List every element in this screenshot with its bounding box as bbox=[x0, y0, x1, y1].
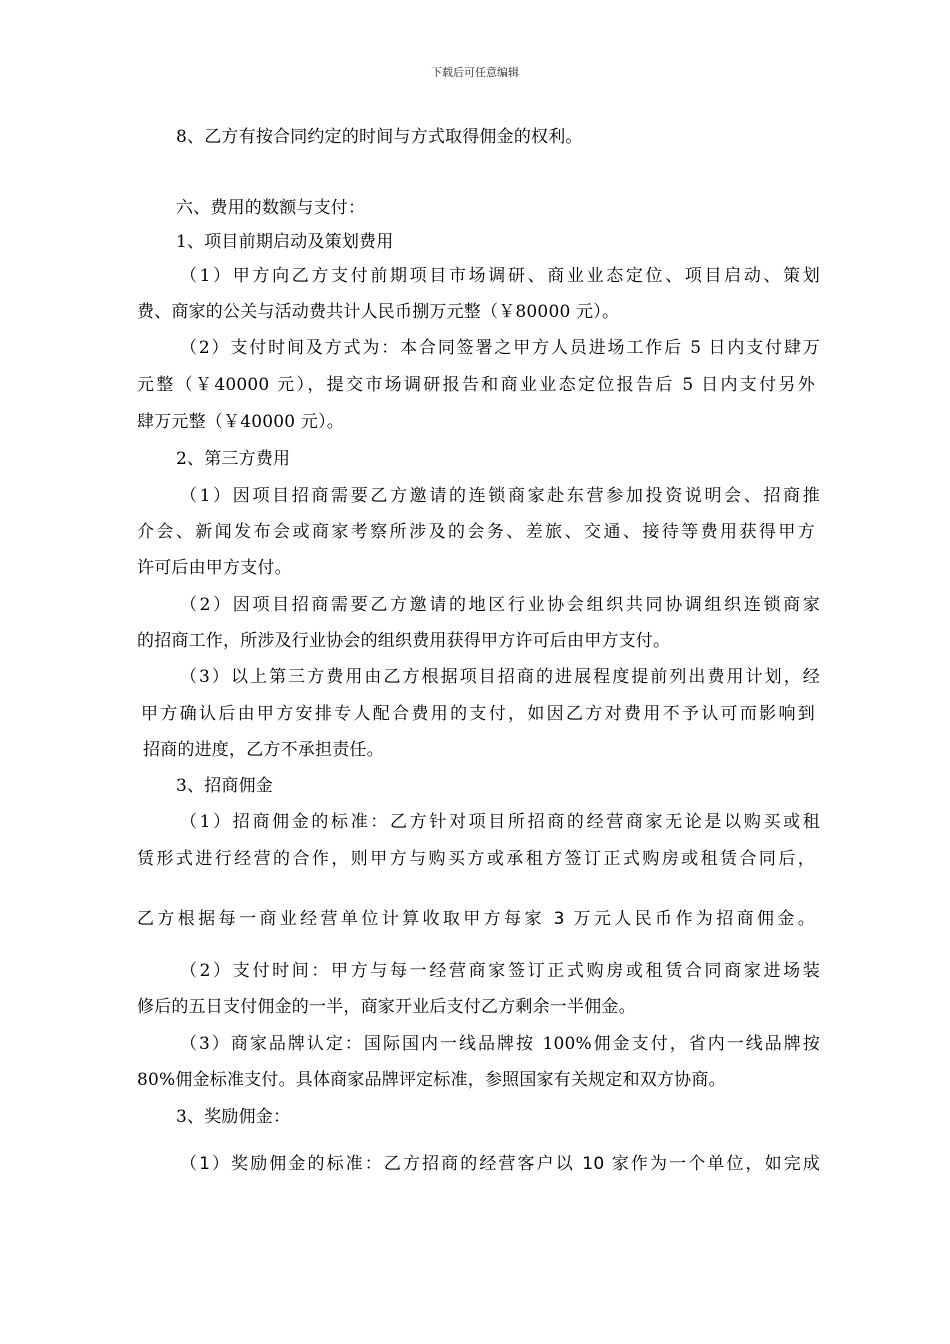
paragraph-line: （1）因项目招商需要乙方邀请的连锁商家赴东营参加投资说明会、招商推 bbox=[180, 486, 820, 506]
paragraph-line: （1）招商佣金的标准：乙方针对项目所招商的经营商家无论是以购买或租 bbox=[180, 812, 820, 832]
paragraph-line: 元整（￥40000 元），提交市场调研报告和商业业态定位报告后 5 日内支付另外 bbox=[137, 375, 815, 395]
paragraph-line: （2）因项目招商需要乙方邀请的地区行业协会组织共同协调组织连锁商家 bbox=[180, 595, 820, 615]
paragraph-line: 甲方确认后由甲方安排专人配合费用的支付，如因乙方对费用不予认可而影响到 bbox=[141, 704, 815, 724]
paragraph-line: 费、商家的公关与活动费共计人民币捌万元整（￥80000 元）。 bbox=[137, 302, 620, 322]
paragraph-line: 许可后由甲方支付。 bbox=[137, 558, 292, 578]
paragraph-line: 8、乙方有按合同约定的时间与方式取得佣金的权利。 bbox=[176, 127, 583, 147]
subsection-heading: 3、奖励佣金： bbox=[176, 1107, 291, 1127]
paragraph-line: 乙方根据每一商业经营单位计算收取甲方每家 3 万元人民币作为招商佣金。 bbox=[137, 909, 815, 929]
paragraph-line: （1）甲方向乙方支付前期项目市场调研、商业业态定位、项目启动、策划 bbox=[180, 266, 820, 286]
paragraph-line: 介会、新闻发布会或商家考察所涉及的会务、差旅、交通、接待等费用获得甲方 bbox=[137, 522, 815, 542]
paragraph-line: 80%佣金标准支付。具体商家品牌评定标准，参照国家有关规定和双方协商。 bbox=[137, 1070, 726, 1090]
paragraph-line: （1）奖励佣金的标准：乙方招商的经营客户以 10 家作为一个单位，如完成 bbox=[180, 1154, 820, 1174]
paragraph-line: （3）商家品牌认定：国际国内一线品牌按 100%佣金支付，省内一线品牌按 bbox=[180, 1034, 820, 1054]
subsection-heading: 2、第三方费用 bbox=[176, 449, 291, 469]
paragraph-line: （2）支付时间：甲方与每一经营商家签订正式购房或租赁合同商家进场装 bbox=[180, 961, 820, 981]
section-heading: 六、费用的数额与支付： bbox=[176, 198, 366, 218]
paragraph-line: 肆万元整（￥40000 元）。 bbox=[137, 412, 344, 432]
page-header-note: 下载后可任意编辑 bbox=[431, 66, 519, 79]
paragraph-line: 赁形式进行经营的合作，则甲方与购买方或承租方签订正式购房或租赁合同后， bbox=[137, 849, 815, 869]
paragraph-line: （3）以上第三方费用由乙方根据项目招商的进展程度提前列出费用计划，经 bbox=[180, 667, 820, 687]
paragraph-line: （2）支付时间及方式为：本合同签署之甲方人员进场工作后 5 日内支付肆万 bbox=[180, 338, 820, 358]
subsection-heading: 3、招商佣金 bbox=[176, 776, 274, 796]
paragraph-line: 修后的五日支付佣金的一半，商家开业后支付乙方剩余一半佣金。 bbox=[137, 997, 636, 1017]
paragraph-line: 招商的进度，乙方不承担责任。 bbox=[143, 740, 384, 760]
subsection-heading: 1、项目前期启动及策划费用 bbox=[176, 232, 394, 252]
paragraph-line: 的招商工作，所涉及行业协会的组织费用获得甲方许可后由甲方支付。 bbox=[137, 631, 671, 651]
